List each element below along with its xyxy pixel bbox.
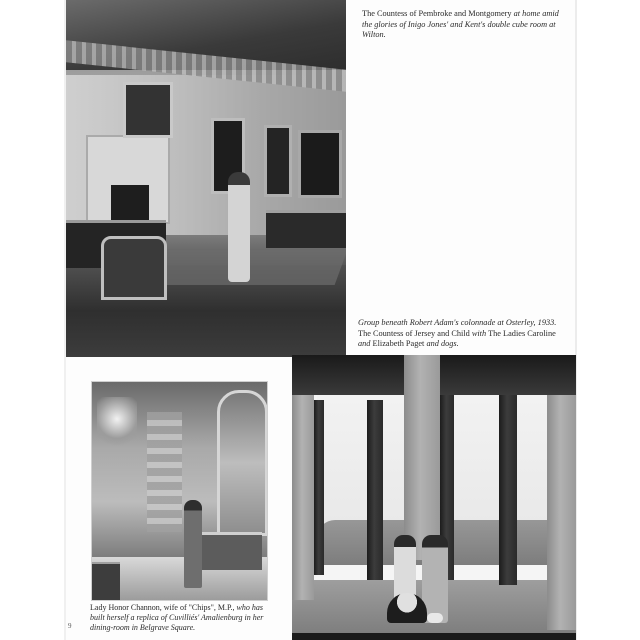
portrait-over-mantel bbox=[123, 82, 173, 138]
rococo-panel bbox=[147, 412, 182, 532]
caption-text: Elizabeth Paget bbox=[372, 339, 425, 348]
portrait-painting bbox=[298, 130, 342, 198]
caption-text-italic: and bbox=[358, 339, 371, 348]
photo-wilton-double-cube-room bbox=[66, 0, 346, 357]
caption-text: Lady Honor Channon, wife of "Chips", M.P., bbox=[90, 603, 235, 612]
caption-osterley bbox=[358, 318, 568, 350]
caption-text: The Ladies Caroline bbox=[488, 328, 556, 338]
caption-wilton bbox=[362, 9, 562, 41]
column bbox=[292, 395, 314, 600]
chandelier bbox=[97, 397, 137, 452]
page-number: 9 bbox=[68, 622, 72, 630]
caption-text-italic: Group beneath Robert Adam's colonnade at Osterley, 1933. bbox=[358, 318, 557, 327]
countess-figure bbox=[228, 172, 250, 282]
arched-mirror bbox=[217, 390, 268, 536]
dog bbox=[427, 613, 443, 623]
column bbox=[314, 400, 324, 575]
gilded-console-table bbox=[202, 532, 262, 570]
column bbox=[367, 400, 383, 580]
caption-text-italic: with bbox=[471, 328, 487, 338]
photo-channon-dining-room bbox=[91, 381, 268, 601]
photo-osterley-colonnade bbox=[292, 355, 576, 640]
lady-honor-figure bbox=[184, 500, 202, 588]
rug bbox=[155, 250, 346, 285]
column bbox=[499, 395, 517, 585]
portrait-painting bbox=[264, 125, 292, 197]
column bbox=[547, 395, 576, 630]
gilded-table bbox=[266, 210, 346, 248]
ornate-stool bbox=[92, 562, 120, 601]
caption-text: The Countess of Pembroke and Montgomery bbox=[362, 9, 512, 18]
column bbox=[404, 355, 440, 560]
caption-text-italic: and dogs. bbox=[426, 339, 459, 348]
caption-text: The Countess of Jersey and Child bbox=[358, 328, 470, 338]
armchair bbox=[101, 236, 167, 300]
caption-text-italic: at home amid the glories of Inigo Jones' and Kent's double cube room at Wilton. bbox=[362, 9, 559, 39]
caption-channon bbox=[90, 603, 275, 633]
fireplace-opening bbox=[111, 185, 149, 225]
photo-bottom-edge bbox=[292, 633, 576, 640]
caption-text-italic: who has built herself a replica of Cuvilliés' Amalienburg in her dining-room in Belgrave Square. bbox=[90, 603, 264, 632]
